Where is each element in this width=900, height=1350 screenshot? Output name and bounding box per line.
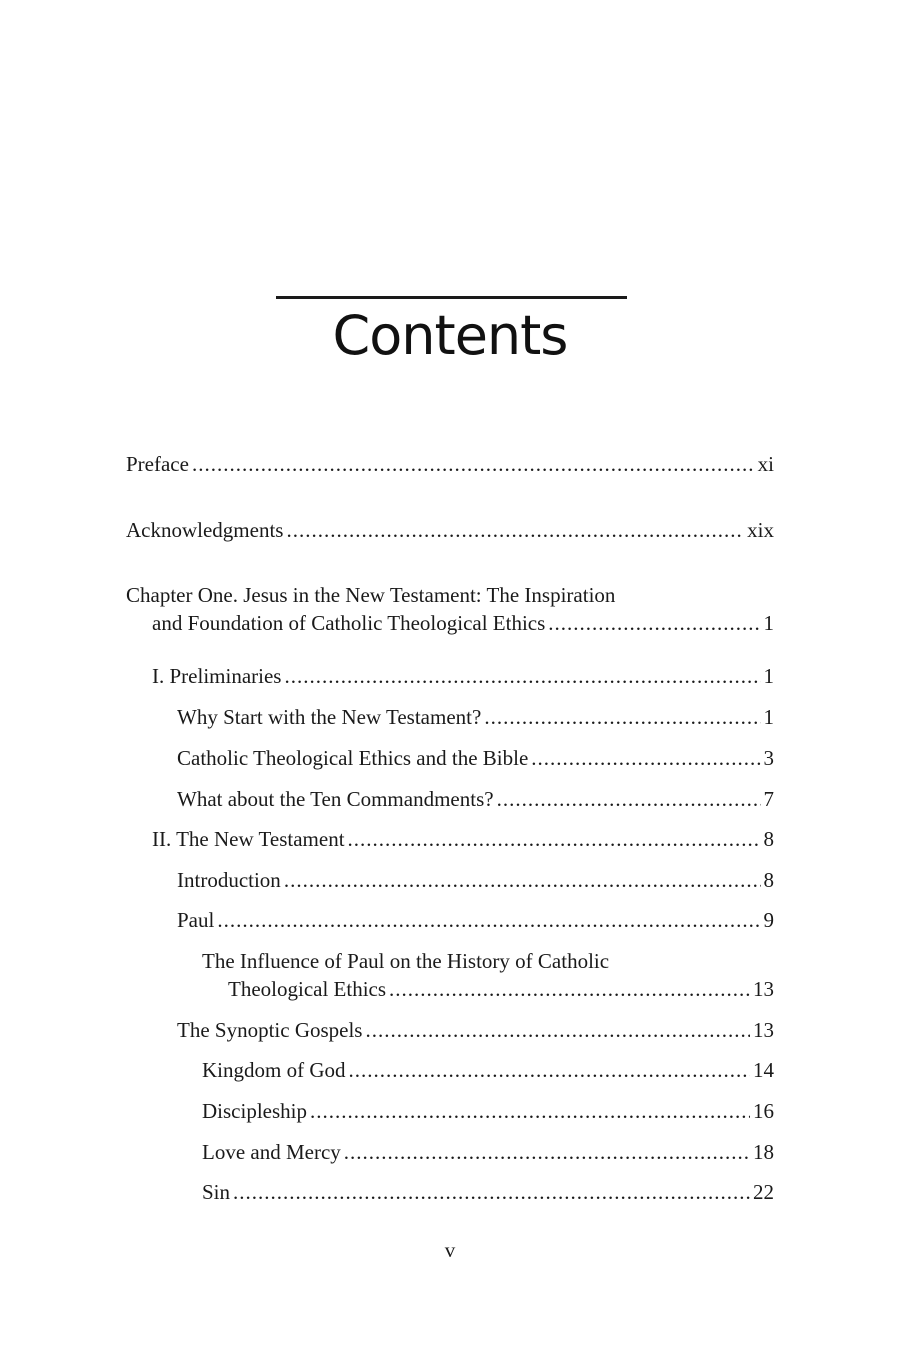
dot-leader <box>217 906 760 934</box>
toc-entry-chapter-one[interactable] <box>152 609 774 637</box>
toc-entry-label: and Foundation of Catholic Theological Ethics <box>152 611 546 635</box>
toc-entry-label: Acknowledgments <box>126 518 284 542</box>
toc-entry-page: 8 <box>763 868 774 892</box>
dot-leader <box>349 1056 751 1084</box>
toc-entry-introduction[interactable] <box>177 866 774 894</box>
toc-entry-label: Paul <box>177 908 215 932</box>
dot-leader <box>348 825 761 853</box>
toc-entry-label: What about the Ten Commandments? <box>177 787 494 811</box>
toc-entry-page: 13 <box>753 977 774 1001</box>
toc-entry-page: xi <box>757 452 774 476</box>
toc-entry-influence-paul[interactable] <box>228 975 774 1003</box>
dot-leader <box>284 866 761 894</box>
toc-entry-page: 9 <box>763 908 774 932</box>
toc-entry-label: II. The New Testament <box>152 827 345 851</box>
toc-entry-label: Preface <box>126 452 189 476</box>
dot-leader <box>531 744 760 772</box>
toc-entry-preface[interactable] <box>126 450 774 478</box>
toc-entry-label: Theological Ethics <box>228 977 387 1001</box>
toc-entry-label: Sin <box>202 1180 231 1204</box>
dot-leader <box>365 1016 750 1044</box>
toc-entry-label: Discipleship <box>202 1099 307 1123</box>
toc-entry-paul[interactable] <box>177 906 774 934</box>
dot-leader <box>389 975 750 1003</box>
toc-entry-page: xix <box>747 518 774 542</box>
toc-entry-label: I. Preliminaries <box>152 664 282 688</box>
dot-leader <box>286 516 744 544</box>
dot-leader <box>497 785 761 813</box>
toc-entry-page: 7 <box>763 787 774 811</box>
toc-entry-discipleship[interactable] <box>202 1097 774 1125</box>
dot-leader <box>548 609 760 637</box>
toc-entry-page: 1 <box>763 705 774 729</box>
dot-leader <box>484 703 760 731</box>
toc-entry-label: Catholic Theological Ethics and the Bible <box>177 746 529 770</box>
toc-entry-preliminaries[interactable] <box>152 662 774 690</box>
toc-entry-page: 1 <box>763 611 774 635</box>
toc-entry-ten-commandments[interactable] <box>177 785 774 813</box>
toc-entry-label: Love and Mercy <box>202 1140 341 1164</box>
toc-entry-influence-paul-line1[interactable]: The Influence of Paul on the History of Catholic <box>202 949 610 973</box>
toc-entry-page: 18 <box>753 1140 774 1164</box>
toc-entry-page: 3 <box>763 746 774 770</box>
dot-leader <box>192 450 755 478</box>
dot-leader <box>284 662 760 690</box>
toc-entry-new-testament[interactable] <box>152 825 774 853</box>
toc-entry-page: 1 <box>763 664 774 688</box>
toc-entry-label: Introduction <box>177 868 281 892</box>
toc-entry-page: 16 <box>753 1099 774 1123</box>
toc-entry-cte-bible[interactable] <box>177 744 774 772</box>
toc-entry-acknowledgments[interactable] <box>126 516 774 544</box>
toc-entry-kingdom-of-god[interactable] <box>202 1056 774 1084</box>
toc-entry-page: 8 <box>763 827 774 851</box>
page-number: v <box>444 1238 456 1262</box>
dot-leader <box>344 1138 750 1166</box>
toc-entry-page: 14 <box>753 1058 774 1082</box>
toc-entry-label: Why Start with the New Testament? <box>177 705 482 729</box>
toc-entry-love-and-mercy[interactable] <box>202 1138 774 1166</box>
toc-entry-label: The Synoptic Gospels <box>177 1018 363 1042</box>
toc-entry-synoptic-gospels[interactable] <box>177 1016 774 1044</box>
dot-leader <box>310 1097 750 1125</box>
toc-entry-chapter-one-line1[interactable]: Chapter One. Jesus in the New Testament: The Inspiration <box>126 583 616 607</box>
toc-entry-sin[interactable] <box>202 1178 774 1206</box>
toc-entry-page: 22 <box>753 1180 774 1204</box>
dot-leader <box>233 1178 750 1206</box>
toc-entry-label: Kingdom of God <box>202 1058 346 1082</box>
page-title: Contents <box>332 304 568 367</box>
toc-entry-why-start[interactable] <box>177 703 774 731</box>
toc-entry-page: 13 <box>753 1018 774 1042</box>
